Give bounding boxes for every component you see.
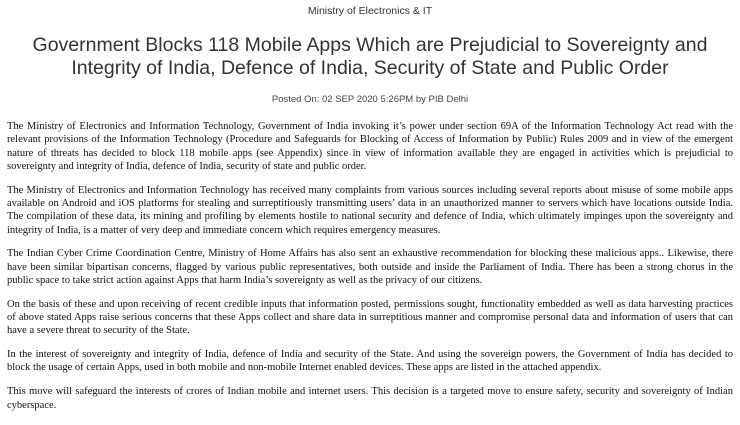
body-paragraph: On the basis of these and upon receiving of recent credible inputs that information posted, permissions sought, functionality embedded as well as data harvesting practices of above stated Apps raise serious concerns that these Apps collect and share data in surreptitious manner and compromise personal data and information of users that can have a severe threat to security of the State. <box>7 298 733 337</box>
body-paragraph: This move will safeguard the interests of crores of Indian mobile and internet users. This decision is a targeted move to ensure safety, security and sovereignty of Indian cyberspace. <box>7 386 733 411</box>
article-body <box>7 120 733 412</box>
body-paragraph: The Ministry of Electronics and Information Technology has received many complaints from various sources including several reports about misuse of some mobile apps available on Android and iOS platforms for stealing and surreptitiously transmitting users’ data in an unauthorized manner to servers which have locations outside India. The compilation of these data, its mining and profiling by elements hostile to national security and defence of India, which ultimately impinges upon the sovereignty and integrity of India, is a matter of very deep and immediate concern which requires emergency measures. <box>7 184 733 236</box>
posted-date: Posted On: 02 SEP 2020 5:26PM by PIB Delhi <box>271 94 469 105</box>
ministry-name: Ministry of Electronics & IT <box>307 5 433 17</box>
body-paragraph: The Indian Cyber Crime Coordination Centre, Ministry of Home Affairs has also sent an exhaustive recommendation for blocking these malicious apps.. Likewise, there have been similar bipartisan concerns, flagged by various public representatives, both outside and inside the Parliament of India. There has been a strong chorus in the public space to take strict action against Apps that harm India’s sovereignty as well as the privacy of our citizens. <box>7 248 733 286</box>
body-paragraph: The Ministry of Electronics and Information Technology, Government of India invoking it’s power under section 69A of the Information Technology Act read with the relevant provisions of the Information Technology (Procedure and Safeguards for Blocking of Access of Information by Public) Rules 2009 and in view of the emergent nature of threats has decided to block 118 mobile apps (see Appendix) since in view of information available they are engaged in activities which is prejudicial to sovereignty and integrity of India, defence of India, security of state and public order. <box>7 121 733 172</box>
page-title: Government Blocks 118 Mobile Apps Which are Prejudicial to Sovereignty and Integrity of India, Defence of India, Security of State and Public Order <box>32 34 708 79</box>
body-paragraph: In the interest of sovereignty and integrity of India, defence of India and security of the State. And using the sovereign powers, the Government of India has decided to block the usage of certain Apps, used in both mobile and non-mobile Internet enabled devices. These apps are listed in the attached appendix. <box>7 349 733 374</box>
